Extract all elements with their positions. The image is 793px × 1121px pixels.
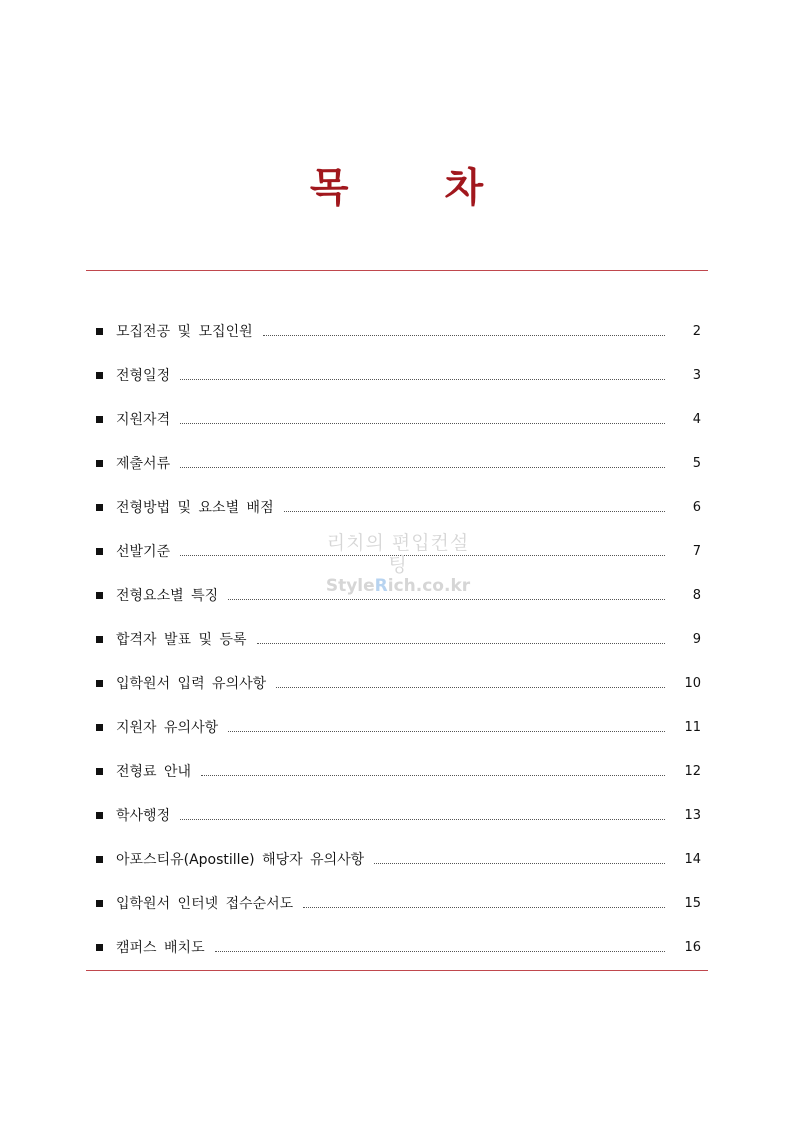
square-bullet-icon <box>96 768 103 775</box>
dot-leader <box>257 643 665 644</box>
toc-label: 전형료 안내 <box>116 764 192 780</box>
toc-row[interactable] <box>95 474 701 518</box>
dot-leader <box>228 599 665 600</box>
toc-label: 선발기준 <box>116 544 171 560</box>
toc-page-number: 14 <box>684 852 701 867</box>
title-char-1: 목 <box>309 165 349 211</box>
toc-label: 모집전공 및 모집인원 <box>116 324 253 340</box>
square-bullet-icon <box>96 328 103 335</box>
square-bullet-icon <box>96 548 103 555</box>
watermark-korean: 리치의 편입컨설팅 <box>326 532 470 576</box>
watermark-url-part: ich.co.kr <box>387 575 471 596</box>
toc-row[interactable] <box>95 430 701 474</box>
square-bullet-icon <box>96 504 103 511</box>
watermark-url-part: Style <box>325 575 375 596</box>
toc-page-number: 10 <box>684 676 701 691</box>
toc-label: 합격자 발표 및 등록 <box>116 632 247 648</box>
toc-row[interactable] <box>95 386 701 430</box>
dot-leader <box>276 687 665 688</box>
dot-leader <box>215 951 665 952</box>
toc-page-number: 3 <box>692 368 701 383</box>
square-bullet-icon <box>96 636 103 643</box>
toc-label: 제출서류 <box>116 456 171 472</box>
toc-row[interactable] <box>95 298 701 342</box>
toc-row[interactable] <box>95 694 701 738</box>
dot-leader <box>180 819 665 820</box>
square-bullet-icon <box>96 416 103 423</box>
toc-page-number: 13 <box>684 808 701 823</box>
square-bullet-icon <box>96 812 103 819</box>
toc-page-number: 7 <box>692 544 701 559</box>
toc-row[interactable] <box>95 562 701 606</box>
watermark-url-highlight: R <box>374 575 388 596</box>
dot-leader <box>228 731 665 732</box>
toc-page-number: 15 <box>684 896 701 911</box>
toc-row[interactable] <box>95 342 701 386</box>
toc-row[interactable] <box>95 650 701 694</box>
dot-leader <box>180 555 665 556</box>
toc-page-number: 2 <box>692 324 701 339</box>
toc-label: 전형일정 <box>116 368 171 384</box>
toc-row[interactable] <box>95 826 701 870</box>
toc-label: 전형방법 및 요소별 배점 <box>116 500 274 516</box>
toc-page-number: 16 <box>684 940 701 955</box>
toc-page-number: 5 <box>692 456 701 471</box>
square-bullet-icon <box>96 724 103 731</box>
toc-label: 아포스티유(Apostille) 해당자 유의사항 <box>116 852 365 868</box>
toc-row[interactable] <box>95 518 701 562</box>
dot-leader <box>180 423 665 424</box>
top-divider <box>86 270 708 271</box>
toc-page-number: 12 <box>684 764 701 779</box>
title-char-2: 차 <box>444 165 484 211</box>
square-bullet-icon <box>96 944 103 951</box>
toc-page-number: 8 <box>692 588 701 603</box>
toc-row[interactable] <box>95 870 701 914</box>
toc-row[interactable] <box>95 782 701 826</box>
dot-leader <box>180 379 665 380</box>
toc-label: 캠퍼스 배치도 <box>116 940 205 956</box>
toc-row[interactable] <box>95 606 701 650</box>
dot-leader <box>303 907 665 908</box>
dot-leader <box>201 775 665 776</box>
table-of-contents <box>95 298 701 958</box>
toc-row[interactable] <box>95 914 701 958</box>
dot-leader <box>284 511 665 512</box>
toc-page-number: 11 <box>684 720 701 735</box>
square-bullet-icon <box>96 460 103 467</box>
dot-leader <box>374 863 665 864</box>
square-bullet-icon <box>96 680 103 687</box>
dot-leader <box>180 467 665 468</box>
toc-label: 입학원서 입력 유의사항 <box>116 676 267 692</box>
square-bullet-icon <box>96 900 103 907</box>
square-bullet-icon <box>96 592 103 599</box>
square-bullet-icon <box>96 372 103 379</box>
toc-label: 지원자 유의사항 <box>116 720 219 736</box>
toc-label: 전형요소별 특징 <box>116 588 219 604</box>
toc-row[interactable] <box>95 738 701 782</box>
dot-leader <box>263 335 665 336</box>
toc-label: 지원자격 <box>116 412 171 428</box>
bottom-divider <box>86 970 708 971</box>
page-title <box>0 156 793 213</box>
toc-label: 학사행정 <box>116 808 171 824</box>
square-bullet-icon <box>96 856 103 863</box>
toc-page-number: 6 <box>692 500 701 515</box>
toc-page-number: 9 <box>692 632 701 647</box>
toc-label: 입학원서 인터넷 접수순서도 <box>116 896 294 912</box>
toc-page-number: 4 <box>692 412 701 427</box>
